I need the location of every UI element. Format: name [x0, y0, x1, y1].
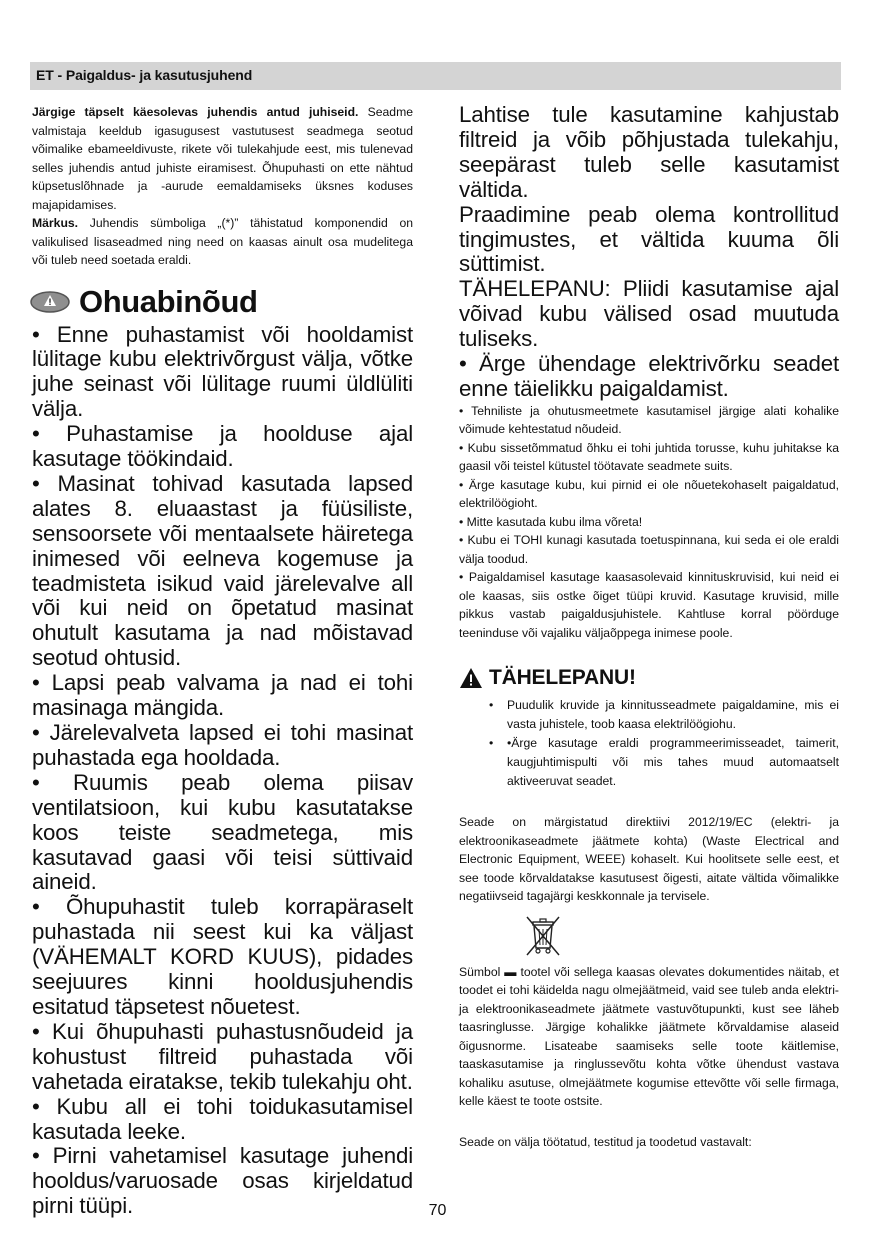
safety-item: • Pirni vahetamisel kasutage juhendi hooldus/varuosade osas kirjeldatud pirni tüüpi.	[32, 1143, 413, 1219]
note-paragraph	[32, 214, 413, 270]
safety-item: • Lapsi peab valvama ja nad ei tohi masinaga mängida.	[32, 670, 413, 721]
large-paragraph: Lahtise tule kasutamine kahjustab filtreid ja võib põhjustada tulekahju, seepärast tuleb selle kasutamist vältida.	[459, 102, 839, 202]
section-title: Ohuabinõud	[79, 283, 258, 319]
warning-bullet: •	[489, 736, 494, 751]
small-paragraph: • Ärge kasutage kubu, kui pirnid ei ole nõuetekohaselt paigaldatud, elektrilöögioht.	[459, 477, 839, 511]
right-column	[459, 103, 839, 1151]
warning-item	[489, 696, 839, 734]
safety-item: • Kubu all ei tohi toidukasutamisel kasutada leeke.	[32, 1093, 413, 1144]
small-paragraph: • Tehniliste ja ohutusmeetmete kasutamisel järgige alati kohalike võimude kehtestatud nõudeid.	[459, 403, 839, 437]
safety-item: • Ruumis peab olema piisav ventilatsioon, kui kubu kasutatakse koos teiste seadmetega, mis kasutavad gaasi või teisi süttivaid aineid.	[32, 769, 413, 895]
safety-item: • Kui õhupuhasti puhastusnõudeid ja kohustust filtreid puhastada või vahetada eiratakse, tekib tulekahju oht.	[32, 1018, 413, 1094]
safety-item: • Enne puhastamist või hooldamist lülitage kubu elektrivõrgust välja, võtke juhe seinast või lülitage ruumi üldlüliti välja.	[32, 321, 413, 422]
warning-item-text: •Ärge kasutage eraldi programmeerimisseadet, taimerit, kaugjuhtimispulti või mis tahes muud automaatselt aktiveeruvat seadet.	[507, 736, 839, 789]
intro-bold: Järgige täpselt käesolevas juhendis antud juhiseid.	[32, 105, 359, 119]
symbol-paragraph: Sümbol ▬ tootel või sellega kaasas olevates dokumentides näitab, et toodet ei tohi käidelda nagu olmejäätmeid, vaid see tuleb anda elektri- ja elektroonikaseadmete jäätmete vastuvõtupunkti, kust see läheb taasringlusse. Järgige kohalikke jäätmete kõrvaldamise alaseid õigusnorme. Lisateabe saamiseks selle toote käitlemise, taaskasutamise ja ringlussevõtu kohta võtke ühendust vastava kohaliku asutuse, olmejäätmete kogumise ettevõtte või selle firmaga, kelle käest te toote ostsite.	[459, 964, 839, 1109]
warning-heading	[459, 666, 839, 690]
header-bar	[30, 62, 841, 90]
page-number: 70	[428, 1202, 447, 1219]
large-paragraph: • Ärge ühendage elektrivõrku seadet enne täielikku paigaldamist.	[459, 351, 839, 401]
note-bold: Märkus.	[32, 216, 79, 230]
small-paragraph: • Paigaldamisel kasutage kaasasolevaid kinnituskruvisid, kui neid ei ole kaasas, siis ostke õiget tüüpi kruvid. Kasutage kruvisid, mille pikkus vastab paigaldusjuhistele. Kahtluse korral pöörduge teeninduse või vajaliku väljaõppega inimese poole.	[459, 570, 839, 640]
warning-item	[489, 734, 839, 791]
safety-item: • Puhastamise ja hoolduse ajal kasutage töökindaid.	[32, 421, 413, 472]
warning-triangle-icon	[459, 667, 483, 689]
intro-text: Seadme valmistaja keeldub igasugusest vastutusest seadmega seotud võimalike ebameeldivuste, rikete või tulekahjude eest, mis tulenevad selles juhendis antud juhiste eiramisest. Õhupuhasti on ette nähtud küpsetuslõhnade ja -aurude eemaldamiseks üksnes koduses majapidamises.	[32, 105, 413, 212]
small-paragraph: • Kubu ei TOHI kunagi kasutada toetuspinnana, kui seda ei ole eraldi välja toodud.	[459, 533, 839, 566]
small-paragraph: • Kubu sissetõmmatud õhku ei tohi juhtida torusse, kuhu juhitakse ka gaasil või teistel kütustel töötavate seadmete suits.	[459, 440, 839, 474]
warning-bullet: •	[489, 698, 494, 713]
small-paragraph: • Mitte kasutada kubu ilma võreta!	[459, 514, 643, 529]
warning-title: TÄHELEPANU!	[489, 666, 636, 690]
final-paragraph: Seade on välja töötatud, testitud ja toodetud vastavalt:	[459, 1134, 752, 1149]
large-paragraph: Praadimine peab olema kontrollitud tingimustes, et vältida kuuma õli süttimist.	[459, 201, 839, 277]
warning-list	[489, 696, 839, 791]
warning-item-text: Puudulik kruvide ja kinnitusseadmete paigaldamine, mis ei vasta juhistele, toob kaasa elektrilöögiohu.	[507, 698, 839, 732]
intro-paragraph	[32, 103, 413, 214]
large-paragraph: TÄHELEPANU: Pliidi kasutamise ajal võivad kubu välised osad muutuda tuliseks.	[459, 276, 839, 352]
weee-paragraph: Seade on märgistatud direktiivi 2012/19/EC (elektri- ja elektroonikaseadmete jäätmete kohta) (Waste Electrical and Electronic Equipment, WEEE) kohaselt. Kui hoolitsete selle eest, et see toode kõrvaldatakse kasutusest õigesti, aitate vältida võimalikke negatiivseid tagajärgi keskkonnale ja tervisele.	[459, 815, 839, 904]
header-title: ET - Paigaldus- ja kasutusjuhend	[36, 67, 253, 83]
left-column	[32, 103, 413, 1219]
safety-item: • Õhupuhastit tuleb korrapäraselt puhastada nii seest kui ka väljast (VÄHEMALT KORD KUUS), pidades seejuures kinni hooldusjuhendis esitatud täpsetest nõuetest.	[32, 894, 413, 1019]
safety-item: • Järelevalveta lapsed ei tohi masinat puhastada ega hooldada.	[32, 720, 413, 770]
note-text: Juhendis sümboliga „(*)” tähistatud komponendid on valikulised lisaseadmed ning need on kaasas ainult osa mudelitega või tuleb need soetada eraldi.	[32, 216, 413, 267]
warning-ellipse-icon	[29, 290, 71, 314]
safety-item: • Masinat tohivad kasutada lapsed alates 8. eluaastast ja füüsiliste, sensoorsete või mentaalsete häiretega inimesed või eelneva kogemuse ja teadmisteta isikud vaid järelevalve all või kui neid on õpetatud masinat ohutult kasutama ja nad mõistavad seotud ohtusid.	[32, 470, 413, 671]
crossed-bin-icon	[523, 914, 563, 958]
section-heading	[29, 282, 413, 322]
